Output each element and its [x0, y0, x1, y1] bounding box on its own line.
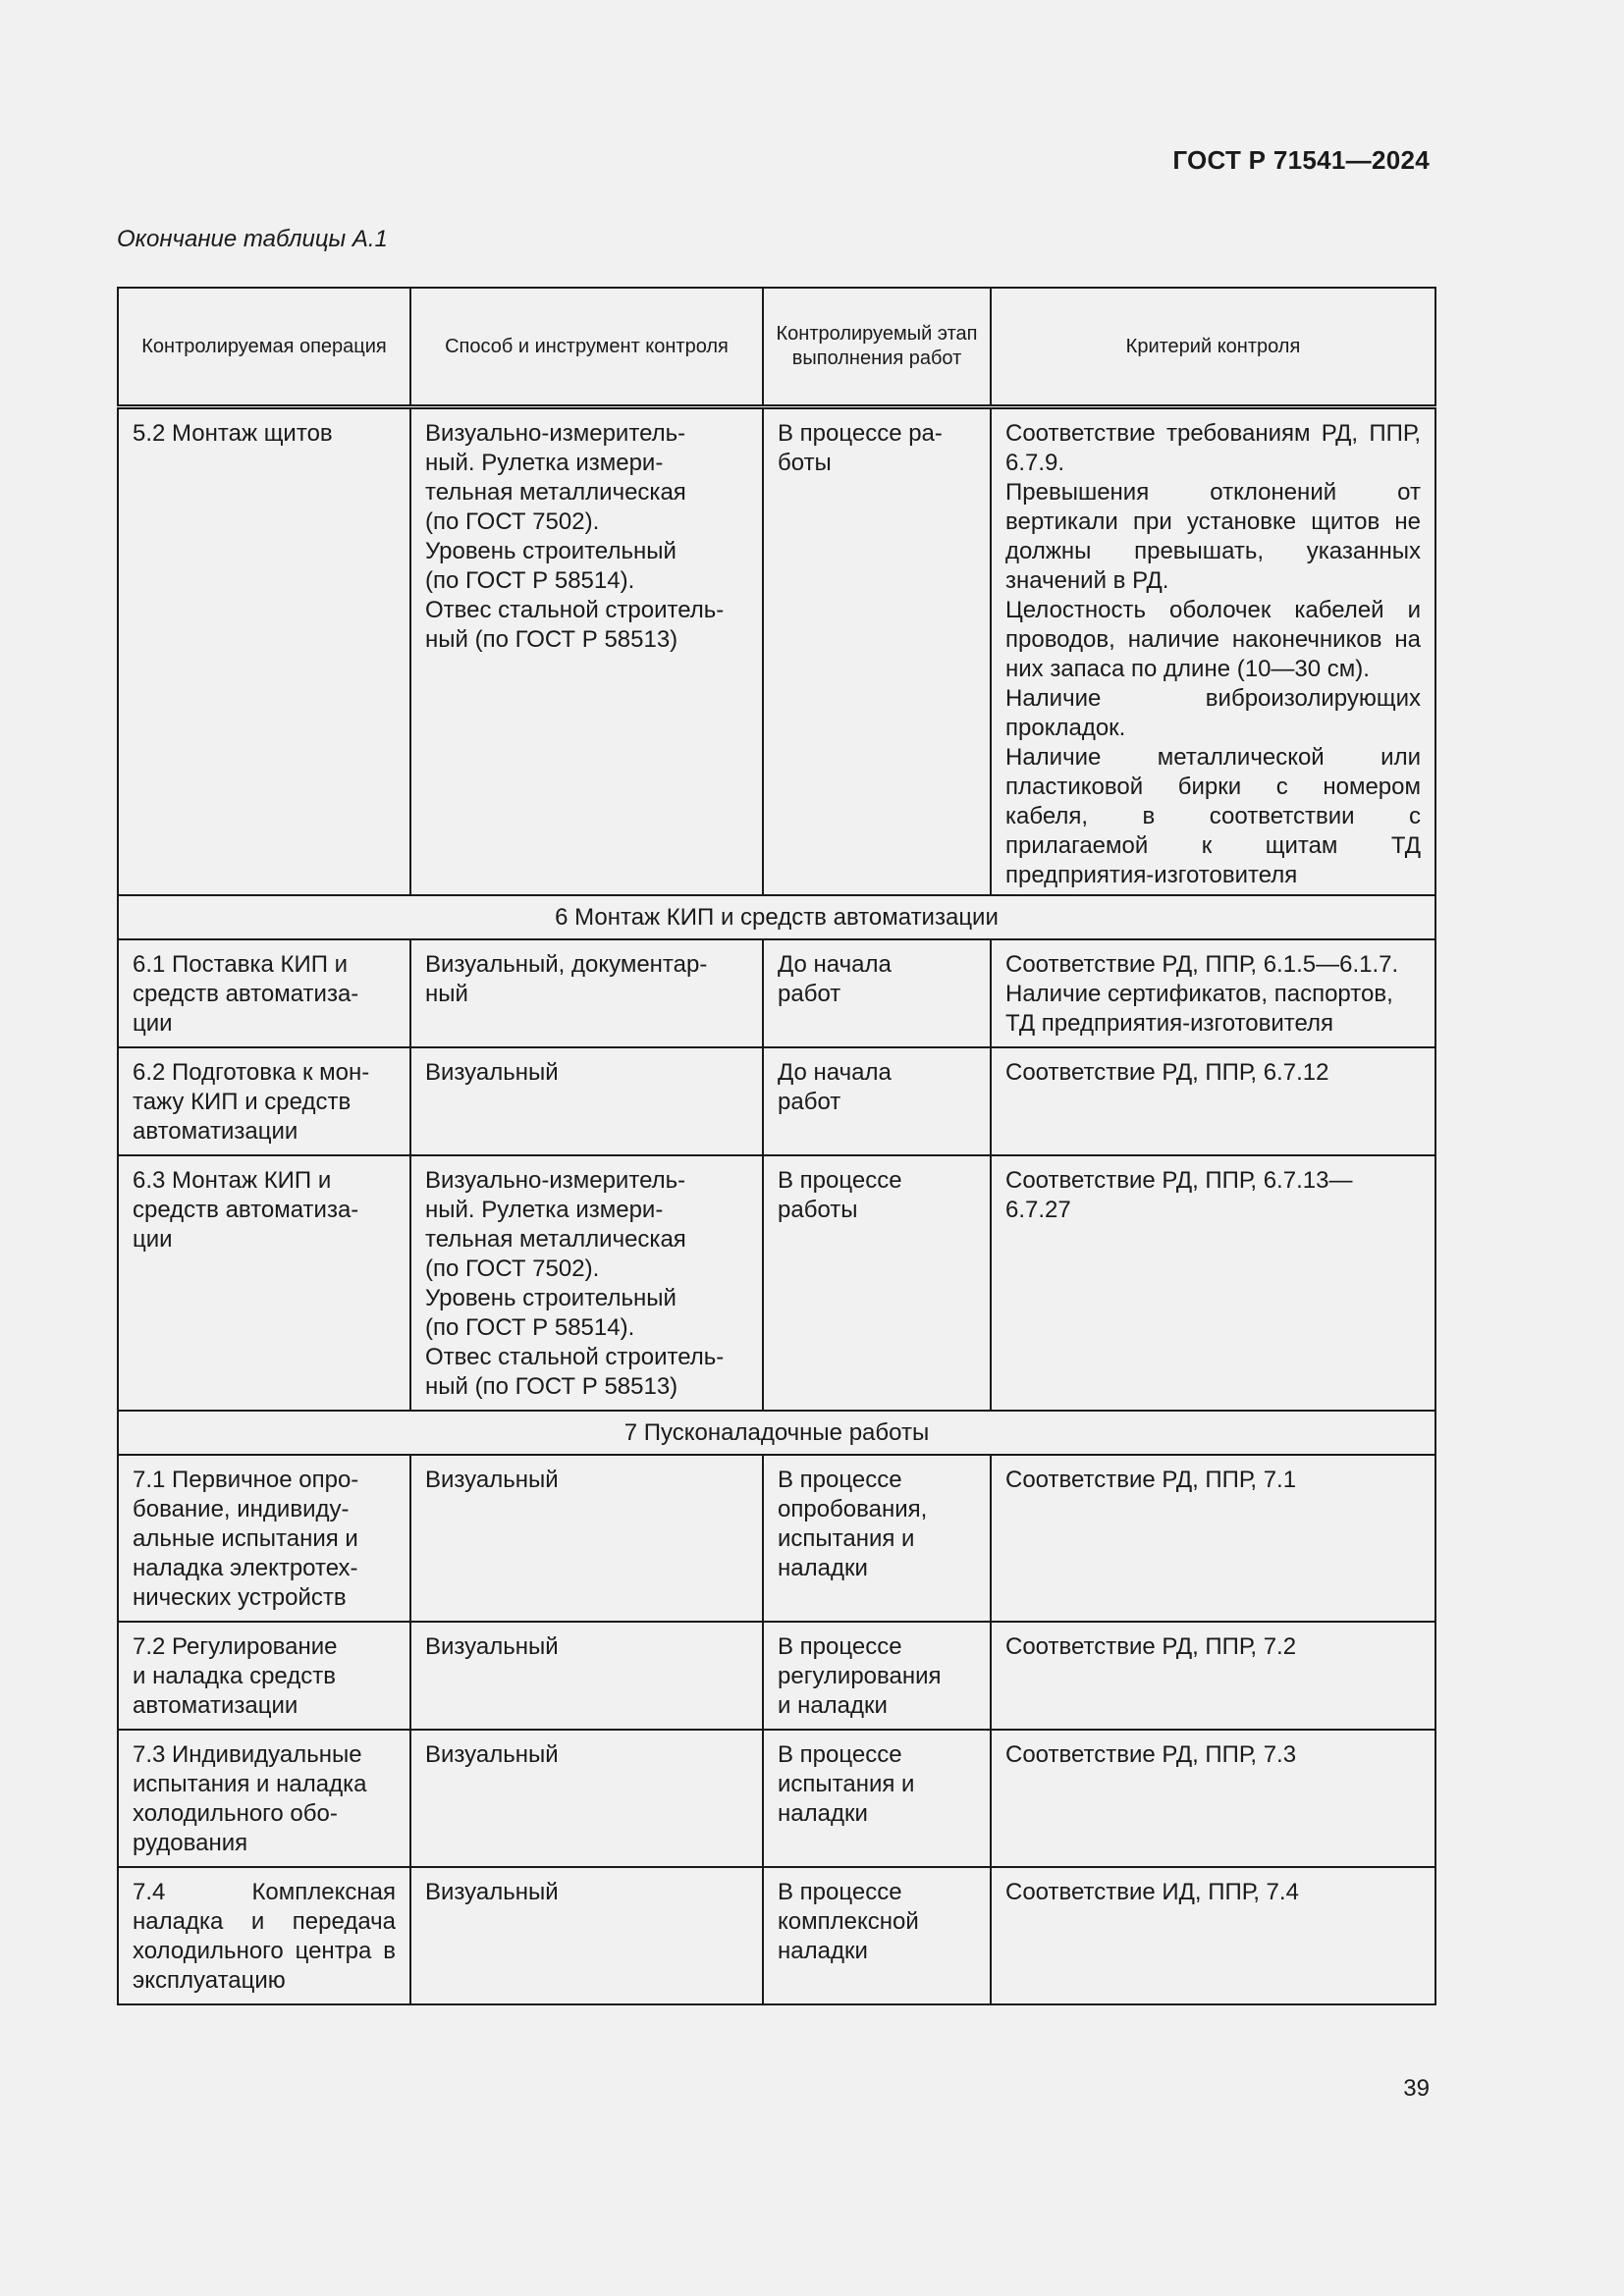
table-row [118, 1155, 1435, 1411]
stage-cell: В процессе ра- боты [763, 407, 991, 896]
operation-cell: 7.2 Регулирование и наладка средств автоматизации [118, 1622, 410, 1730]
section-title: 7 Пусконаладочные работы [118, 1411, 1435, 1455]
operation-cell: 7.3 Индивидуальные испытания и наладка холодильного обо- рудования [118, 1730, 410, 1867]
criterion-cell: Соответствие РД, ППР, 6.7.13— 6.7.27 [991, 1155, 1435, 1411]
criterion-cell: Соответствие РД, ППР, 7.2 [991, 1622, 1435, 1730]
operation-cell: 6.1 Поставка КИП и средств автоматиза- ции [118, 939, 410, 1047]
column-header-operation: Контролируемая операция [118, 288, 410, 407]
method-cell: Визуальный [410, 1867, 763, 2004]
operation-cell: 6.3 Монтаж КИП и средств автоматиза- ции [118, 1155, 410, 1411]
stage-cell: В процессе работы [763, 1155, 991, 1411]
stage-cell: До начала работ [763, 1047, 991, 1155]
column-header-criterion: Критерий контроля [991, 288, 1435, 407]
table-row [118, 407, 1435, 896]
stage-cell: В процессе регулирования и наладки [763, 1622, 991, 1730]
operation-cell: 7.4 Комплексная наладка и передача холодильного центра в эксплуатацию [118, 1867, 410, 2004]
criterion-cell: Соответствие РД, ППР, 6.7.12 [991, 1047, 1435, 1155]
table-row [118, 1047, 1435, 1155]
table-row [118, 1730, 1435, 1867]
page-number: 39 [1403, 2075, 1430, 2102]
control-table [117, 287, 1436, 2005]
criterion-cell: Соответствие требованиям РД, ППР, 6.7.9. Превышения отклонений от вертикали при установке щитов не должны превышать, указанных значений в РД. Целостность оболочек кабелей и проводов, наличие наконечников на них запаса по длине (10—30 см). Наличие виброизолирующих прокладок. Наличие металлической или пластиковой бирки с номером кабеля, в соответствии с прилагаемой к щитам ТД предприятия-изготовителя [991, 407, 1435, 896]
table-row [118, 939, 1435, 1047]
table-row [118, 1455, 1435, 1622]
method-cell: Визуальный [410, 1455, 763, 1622]
operation-cell: 7.1 Первичное опро- бование, индивиду- альные испытания и наладка электротех- нических устройств [118, 1455, 410, 1622]
document-header: ГОСТ Р 71541—2024 [1172, 145, 1430, 175]
column-header-stage: Контролируемый этап выполнения работ [763, 288, 991, 407]
stage-cell: В процессе опробования, испытания и наладки [763, 1455, 991, 1622]
stage-cell: До начала работ [763, 939, 991, 1047]
method-cell: Визуальный [410, 1730, 763, 1867]
section-row [118, 895, 1435, 939]
section-title: 6 Монтаж КИП и средств автоматизации [118, 895, 1435, 939]
section-row [118, 1411, 1435, 1455]
criterion-cell: Соответствие РД, ППР, 7.1 [991, 1455, 1435, 1622]
operation-cell: 5.2 Монтаж щитов [118, 407, 410, 896]
stage-cell: В процессе испытания и наладки [763, 1730, 991, 1867]
criterion-cell: Соответствие РД, ППР, 7.3 [991, 1730, 1435, 1867]
criterion-cell: Соответствие РД, ППР, 6.1.5—6.1.7. Наличие сертификатов, паспортов, ТД предприятия-изготовителя [991, 939, 1435, 1047]
method-cell: Визуальный [410, 1622, 763, 1730]
stage-cell: В процессе комплексной наладки [763, 1867, 991, 2004]
method-cell: Визуальный [410, 1047, 763, 1155]
table-caption: Окончание таблицы А.1 [117, 226, 388, 252]
criterion-cell: Соответствие ИД, ППР, 7.4 [991, 1867, 1435, 2004]
table-row [118, 1622, 1435, 1730]
method-cell: Визуальный, документар- ный [410, 939, 763, 1047]
method-cell: Визуально-измеритель- ный. Рулетка измери- тельная металлическая (по ГОСТ 7502). Уровень строительный (по ГОСТ Р 58514). Отвес стальной строитель- ный (по ГОСТ Р 58513) [410, 407, 763, 896]
operation-cell: 6.2 Подготовка к мон- тажу КИП и средств автоматизации [118, 1047, 410, 1155]
column-header-method: Способ и инструмент контроля [410, 288, 763, 407]
table-row [118, 1867, 1435, 2004]
table-header-row [118, 288, 1435, 407]
method-cell: Визуально-измеритель- ный. Рулетка измери- тельная металлическая (по ГОСТ 7502). Уровень строительный (по ГОСТ Р 58514). Отвес стальной строитель- ный (по ГОСТ Р 58513) [410, 1155, 763, 1411]
